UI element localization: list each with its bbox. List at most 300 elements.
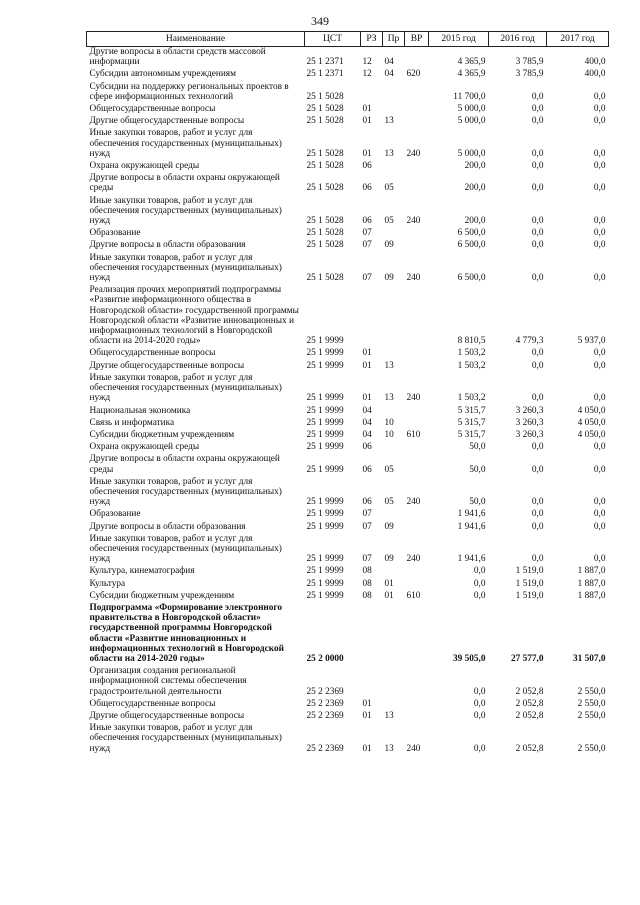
row-2016: 3 785,9 — [515, 57, 544, 68]
row-2015: 39 505,0 — [452, 653, 486, 664]
table-row — [87, 361, 609, 373]
budget-table — [86, 31, 609, 756]
row-pr: 13 — [384, 743, 394, 754]
row-2017: 0,0 — [593, 116, 606, 127]
row-vr — [405, 161, 429, 173]
row-pr — [383, 666, 405, 699]
row-vr — [405, 116, 429, 128]
row-2017: 1 887,0 — [577, 566, 606, 577]
row-2016: 0,0 — [531, 148, 544, 159]
row-cst: 25 1 9999 — [306, 566, 344, 577]
row-2016: 4 779,3 — [515, 336, 544, 347]
row-vr — [405, 47, 429, 70]
row-pr: 05 — [384, 464, 394, 475]
row-cst: 25 1 5028 — [306, 148, 344, 159]
row-cst: 25 1 9999 — [306, 393, 344, 404]
row-rz: 06 — [362, 464, 372, 475]
row-2016: 0,0 — [531, 464, 544, 475]
row-2015: 5 000,0 — [457, 148, 486, 159]
table-row — [87, 454, 609, 476]
row-rz: 04 — [362, 405, 372, 416]
row-rz: 06 — [362, 183, 372, 194]
row-2016: 2 052,8 — [515, 686, 544, 697]
row-2015: 6 500,0 — [457, 273, 486, 284]
row-cst: 25 1 9999 — [306, 348, 344, 359]
row-name: Другие общегосударственные вопросы — [89, 116, 245, 127]
row-vr — [405, 285, 429, 348]
row-pr — [383, 285, 405, 348]
row-2015: 0,0 — [473, 686, 486, 697]
table-row — [87, 406, 609, 418]
row-rz: 01 — [362, 360, 372, 371]
row-2017: 0,0 — [593, 360, 606, 371]
row-pr: 13 — [384, 148, 394, 159]
row-vr — [405, 699, 429, 711]
row-cst: 25 1 5028 — [306, 161, 344, 172]
row-name: Иные закупки товаров, работ и услуг для обеспечения государственных (муниципальных) нужд — [89, 533, 282, 565]
row-vr: 240 — [406, 554, 421, 565]
row-2015: 0,0 — [473, 566, 486, 577]
row-2016: 0,0 — [531, 360, 544, 371]
table-row — [87, 442, 609, 454]
row-pr: 09 — [384, 554, 394, 565]
table-row — [87, 253, 609, 286]
row-name: Субсидии бюджетным учреждениям — [89, 590, 235, 601]
row-2017: 2 550,0 — [577, 743, 606, 754]
row-pr: 04 — [384, 57, 394, 68]
row-vr — [405, 454, 429, 476]
row-2016: 1 519,0 — [515, 578, 544, 589]
row-2016: 0,0 — [531, 521, 544, 532]
row-vr — [405, 173, 429, 195]
row-2016: 0,0 — [531, 116, 544, 127]
row-rz — [361, 285, 383, 348]
row-name: Иные закупки товаров, работ и услуг для обеспечения государственных (муниципальных) нужд — [89, 252, 282, 284]
row-rz: 01 — [362, 393, 372, 404]
row-2017: 4 050,0 — [577, 417, 606, 428]
row-vr — [405, 579, 429, 591]
row-2015: 1 503,2 — [457, 348, 486, 359]
row-2017: 0,0 — [593, 161, 606, 172]
page-number: 349 — [311, 14, 329, 28]
row-2017: 0,0 — [593, 240, 606, 251]
row-vr — [405, 348, 429, 360]
row-name: Общегосударственные вопросы — [89, 348, 216, 359]
row-pr: 05 — [384, 497, 394, 508]
row-name: Другие вопросы в области охраны окружающей среды — [89, 454, 280, 475]
row-pr — [383, 442, 405, 454]
row-name: Другие общегосударственные вопросы — [89, 360, 245, 371]
row-2017: 400,0 — [584, 57, 606, 68]
row-2015: 1 941,6 — [457, 509, 486, 520]
row-pr: 13 — [384, 710, 394, 721]
row-vr: 240 — [406, 497, 421, 508]
row-vr — [405, 666, 429, 699]
row-vr — [405, 566, 429, 578]
row-vr — [405, 418, 429, 430]
header-vr: ВР — [405, 32, 429, 47]
row-2017: 0,0 — [593, 216, 606, 227]
row-vr: 240 — [406, 743, 421, 754]
table-row — [87, 240, 609, 252]
row-2016: 0,0 — [531, 497, 544, 508]
row-cst: 25 1 9999 — [306, 360, 344, 371]
table-body — [87, 47, 609, 756]
row-name: Иные закупки товаров, работ и услуг для обеспечения государственных (муниципальных) нужд — [89, 723, 282, 754]
row-2017: 1 887,0 — [577, 578, 606, 589]
row-vr — [405, 711, 429, 723]
row-cst: 25 1 5028 — [306, 228, 344, 239]
row-2015: 5 315,7 — [457, 417, 486, 428]
row-rz: 01 — [362, 116, 372, 127]
row-name: Другие вопросы в области образования — [89, 521, 246, 532]
row-2017: 0,0 — [593, 91, 606, 102]
row-rz: 12 — [362, 69, 372, 80]
table-row — [87, 477, 609, 510]
row-cst: 25 1 2371 — [306, 69, 344, 80]
row-2017: 0,0 — [593, 464, 606, 475]
row-cst: 25 1 5028 — [306, 240, 344, 251]
row-2015: 50,0 — [469, 497, 486, 508]
row-vr — [405, 104, 429, 116]
table-row — [87, 430, 609, 442]
table-row — [87, 285, 609, 348]
row-cst: 25 1 9999 — [306, 442, 344, 453]
table-row — [87, 196, 609, 229]
row-2015: 0,0 — [473, 578, 486, 589]
row-2016: 3 260,3 — [515, 429, 544, 440]
row-name: Иные закупки товаров, работ и услуг для обеспечения государственных (муниципальных) нужд — [89, 128, 282, 159]
row-name: Иные закупки товаров, работ и услуг для обеспечения государственных (муниципальных) нужд — [89, 372, 282, 404]
row-vr — [405, 406, 429, 418]
row-2017: 1 887,0 — [577, 590, 606, 601]
row-2016: 1 519,0 — [515, 590, 544, 601]
row-cst: 25 1 9999 — [306, 578, 344, 589]
row-name: Другие вопросы в области средств массовой информации — [89, 47, 266, 68]
row-pr — [383, 406, 405, 418]
row-name: Связь и информатика — [89, 417, 175, 428]
row-name: Охрана окружающей среды — [89, 442, 200, 453]
header-2016: 2016 год — [489, 32, 547, 47]
row-2015: 50,0 — [469, 442, 486, 453]
row-2017: 0,0 — [593, 393, 606, 404]
row-2016: 0,0 — [531, 554, 544, 565]
table-row — [87, 161, 609, 173]
row-2015: 1 503,2 — [457, 360, 486, 371]
row-2017: 400,0 — [584, 69, 606, 80]
row-rz: 06 — [362, 497, 372, 508]
row-pr: 05 — [384, 183, 394, 194]
row-2017: 0,0 — [593, 509, 606, 520]
table-row — [87, 104, 609, 116]
header-2015: 2015 год — [429, 32, 489, 47]
row-2015: 0,0 — [473, 698, 486, 709]
row-2016: 1 519,0 — [515, 566, 544, 577]
table-row — [87, 418, 609, 430]
row-2015: 5 315,7 — [457, 405, 486, 416]
row-2017: 4 050,0 — [577, 429, 606, 440]
row-pr — [383, 603, 405, 666]
row-2017: 0,0 — [593, 521, 606, 532]
row-rz: 07 — [362, 240, 372, 251]
row-rz: 07 — [362, 554, 372, 565]
row-pr: 10 — [384, 429, 394, 440]
row-2015: 4 365,9 — [457, 69, 486, 80]
row-2016: 3 260,3 — [515, 405, 544, 416]
row-rz: 06 — [362, 161, 372, 172]
row-2015: 200,0 — [464, 216, 486, 227]
row-vr: 620 — [406, 69, 421, 80]
row-2015: 200,0 — [464, 161, 486, 172]
table-row — [87, 699, 609, 711]
row-vr: 610 — [406, 429, 421, 440]
row-2017: 0,0 — [593, 148, 606, 159]
table-row — [87, 711, 609, 723]
table-row — [87, 47, 609, 70]
row-pr — [383, 509, 405, 521]
table-row — [87, 69, 609, 81]
row-rz: 01 — [362, 698, 372, 709]
row-2015: 1 941,6 — [457, 521, 486, 532]
row-2015: 8 810,5 — [457, 336, 486, 347]
row-vr — [405, 82, 429, 104]
row-2017: 0,0 — [593, 554, 606, 565]
row-name: Субсидии автономным учреждениям — [89, 69, 236, 80]
row-cst: 25 1 9999 — [306, 405, 344, 416]
row-rz: 07 — [362, 228, 372, 239]
row-vr: 240 — [406, 148, 421, 159]
row-rz: 01 — [362, 710, 372, 721]
row-2015: 50,0 — [469, 464, 486, 475]
row-2015: 0,0 — [473, 743, 486, 754]
row-rz: 01 — [362, 104, 372, 115]
row-2017: 0,0 — [593, 228, 606, 239]
row-pr — [383, 348, 405, 360]
row-2015: 0,0 — [473, 590, 486, 601]
row-cst: 25 1 5028 — [306, 216, 344, 227]
row-pr: 09 — [384, 240, 394, 251]
row-pr: 10 — [384, 417, 394, 428]
row-pr — [383, 161, 405, 173]
row-2016: 0,0 — [531, 273, 544, 284]
row-cst: 25 1 9999 — [306, 464, 344, 475]
row-rz: 07 — [362, 521, 372, 532]
row-pr: 13 — [384, 393, 394, 404]
row-cst: 25 1 5028 — [306, 116, 344, 127]
row-name: Общегосударственные вопросы — [89, 698, 216, 709]
row-vr: 240 — [406, 393, 421, 404]
table-row — [87, 603, 609, 666]
table-row — [87, 579, 609, 591]
row-rz: 12 — [362, 57, 372, 68]
row-name: Национальная экономика — [89, 405, 191, 416]
table-row — [87, 116, 609, 128]
row-name: Реализация прочих мероприятий подпрограммы «Развитие информационного общества в Новгородской области» государственной программы Новгородской области «Развитие инновационных и информационных технологий в Новгородской области на 2014-2020 годы» — [89, 285, 299, 347]
row-2015: 5 000,0 — [457, 104, 486, 115]
row-2015: 4 365,9 — [457, 57, 486, 68]
row-name: Охрана окружающей среды — [89, 161, 200, 172]
table-row — [87, 348, 609, 360]
row-name: Иные закупки товаров, работ и услуг для обеспечения государственных (муниципальных) нужд — [89, 195, 282, 227]
header-pr: Пр — [383, 32, 405, 47]
row-pr: 05 — [384, 216, 394, 227]
row-pr: 13 — [384, 360, 394, 371]
row-2015: 6 500,0 — [457, 228, 486, 239]
row-pr: 09 — [384, 521, 394, 532]
row-pr — [383, 566, 405, 578]
row-2016: 0,0 — [531, 104, 544, 115]
row-2016: 2 052,8 — [515, 743, 544, 754]
row-vr — [405, 442, 429, 454]
table-row — [87, 566, 609, 578]
row-2016: 0,0 — [531, 442, 544, 453]
table-header — [87, 32, 609, 47]
row-vr — [405, 228, 429, 240]
table-row — [87, 82, 609, 104]
row-2015: 5 315,7 — [457, 429, 486, 440]
row-2016: 2 052,8 — [515, 698, 544, 709]
row-pr: 01 — [384, 590, 394, 601]
row-2015: 11 700,0 — [453, 91, 486, 102]
row-pr: 04 — [384, 69, 394, 80]
row-vr — [405, 361, 429, 373]
table-row — [87, 534, 609, 567]
row-2016: 0,0 — [531, 228, 544, 239]
row-2016: 0,0 — [531, 393, 544, 404]
row-vr: 240 — [406, 273, 421, 284]
row-cst: 25 1 9999 — [306, 429, 344, 440]
row-2017: 2 550,0 — [577, 686, 606, 697]
row-name: Культура — [89, 578, 126, 589]
table-row — [87, 591, 609, 603]
row-2015: 5 000,0 — [457, 116, 486, 127]
row-cst: 25 1 9999 — [306, 590, 344, 601]
row-rz: 08 — [362, 566, 372, 577]
row-rz: 01 — [362, 148, 372, 159]
row-2015: 1 941,6 — [457, 554, 486, 565]
row-pr — [383, 228, 405, 240]
row-vr — [405, 509, 429, 521]
row-pr: 01 — [384, 578, 394, 589]
header-2017: 2017 год — [547, 32, 609, 47]
row-rz — [361, 82, 383, 104]
row-2017: 31 507,0 — [572, 653, 606, 664]
row-cst: 25 2 0000 — [306, 653, 344, 664]
row-cst: 25 1 2371 — [306, 57, 344, 68]
row-pr: 09 — [384, 273, 394, 284]
row-cst: 25 1 5028 — [306, 183, 344, 194]
row-name: Образование — [89, 509, 141, 520]
row-2016: 0,0 — [531, 509, 544, 520]
row-name: Субсидии на поддержку региональных проектов в сфере информационных технологий — [89, 81, 289, 102]
row-name: Другие общегосударственные вопросы — [89, 710, 245, 721]
table-row — [87, 509, 609, 521]
table-row — [87, 128, 609, 161]
row-2017: 4 050,0 — [577, 405, 606, 416]
row-rz: 04 — [362, 417, 372, 428]
row-name: Иные закупки товаров, работ и услуг для обеспечения государственных (муниципальных) нужд — [89, 476, 282, 508]
row-name: Образование — [89, 228, 141, 239]
row-pr — [383, 104, 405, 116]
row-2015: 6 500,0 — [457, 240, 486, 251]
row-2016: 0,0 — [531, 161, 544, 172]
row-2017: 2 550,0 — [577, 698, 606, 709]
row-2016: 0,0 — [531, 348, 544, 359]
row-vr: 610 — [406, 590, 421, 601]
table-row — [87, 723, 609, 756]
row-cst: 25 1 5028 — [306, 104, 344, 115]
row-2016: 0,0 — [531, 216, 544, 227]
row-name: Субсидии бюджетным учреждениям — [89, 429, 235, 440]
row-2016: 3 260,3 — [515, 417, 544, 428]
row-rz: 08 — [362, 578, 372, 589]
row-cst: 25 2 2369 — [306, 698, 344, 709]
row-2016: 0,0 — [531, 240, 544, 251]
row-name: Общегосударственные вопросы — [89, 104, 216, 115]
row-2016: 0,0 — [531, 183, 544, 194]
row-2015: 0,0 — [473, 710, 486, 721]
row-pr: 13 — [384, 116, 394, 127]
row-cst: 25 2 2369 — [306, 743, 344, 754]
table-row — [87, 666, 609, 699]
row-rz: 06 — [362, 216, 372, 227]
row-2015: 200,0 — [464, 183, 486, 194]
row-2016: 27 577,0 — [510, 653, 544, 664]
row-rz: 01 — [362, 348, 372, 359]
row-cst: 25 2 2369 — [306, 686, 344, 697]
row-name: Организация создания региональной информационной системы обеспечения градостроительной деятельности — [89, 666, 247, 697]
row-name: Другие вопросы в области образования — [89, 240, 246, 251]
row-rz — [361, 603, 383, 666]
row-cst: 25 1 9999 — [306, 417, 344, 428]
row-2015: 1 503,2 — [457, 393, 486, 404]
header-name: Наименование — [87, 32, 305, 47]
row-vr: 240 — [406, 216, 421, 227]
row-2016: 2 052,8 — [515, 710, 544, 721]
row-name: Подпрограмма «Формирование электронного правительства в Новгородской области» государственной программы Новгородской области «Развитие инновационных и информационных технологий в Новгородской области на 2014-2020 годы» — [89, 602, 284, 664]
row-2017: 0,0 — [593, 104, 606, 115]
row-rz: 08 — [362, 590, 372, 601]
row-2017: 0,0 — [593, 497, 606, 508]
table-row — [87, 373, 609, 406]
row-rz: 07 — [362, 273, 372, 284]
row-cst: 25 1 9999 — [306, 521, 344, 532]
row-pr — [383, 699, 405, 711]
row-2017: 5 937,0 — [577, 336, 606, 347]
row-vr — [405, 522, 429, 534]
row-name: Другие вопросы в области охраны окружающей среды — [89, 173, 280, 194]
row-vr — [405, 240, 429, 252]
table-row — [87, 522, 609, 534]
row-rz: 04 — [362, 429, 372, 440]
row-rz: 07 — [362, 509, 372, 520]
row-cst: 25 1 5028 — [306, 91, 344, 102]
row-cst: 25 2 2369 — [306, 710, 344, 721]
row-cst: 25 1 9999 — [306, 497, 344, 508]
header-rz: РЗ — [361, 32, 383, 47]
table-row — [87, 228, 609, 240]
row-rz: 06 — [362, 442, 372, 453]
row-cst: 25 1 9999 — [306, 554, 344, 565]
row-2017: 0,0 — [593, 442, 606, 453]
row-2016: 3 785,9 — [515, 69, 544, 80]
row-vr — [405, 603, 429, 666]
row-rz: 01 — [362, 743, 372, 754]
row-2016: 0,0 — [531, 91, 544, 102]
row-rz — [361, 666, 383, 699]
row-2017: 0,0 — [593, 183, 606, 194]
row-2017: 2 550,0 — [577, 710, 606, 721]
